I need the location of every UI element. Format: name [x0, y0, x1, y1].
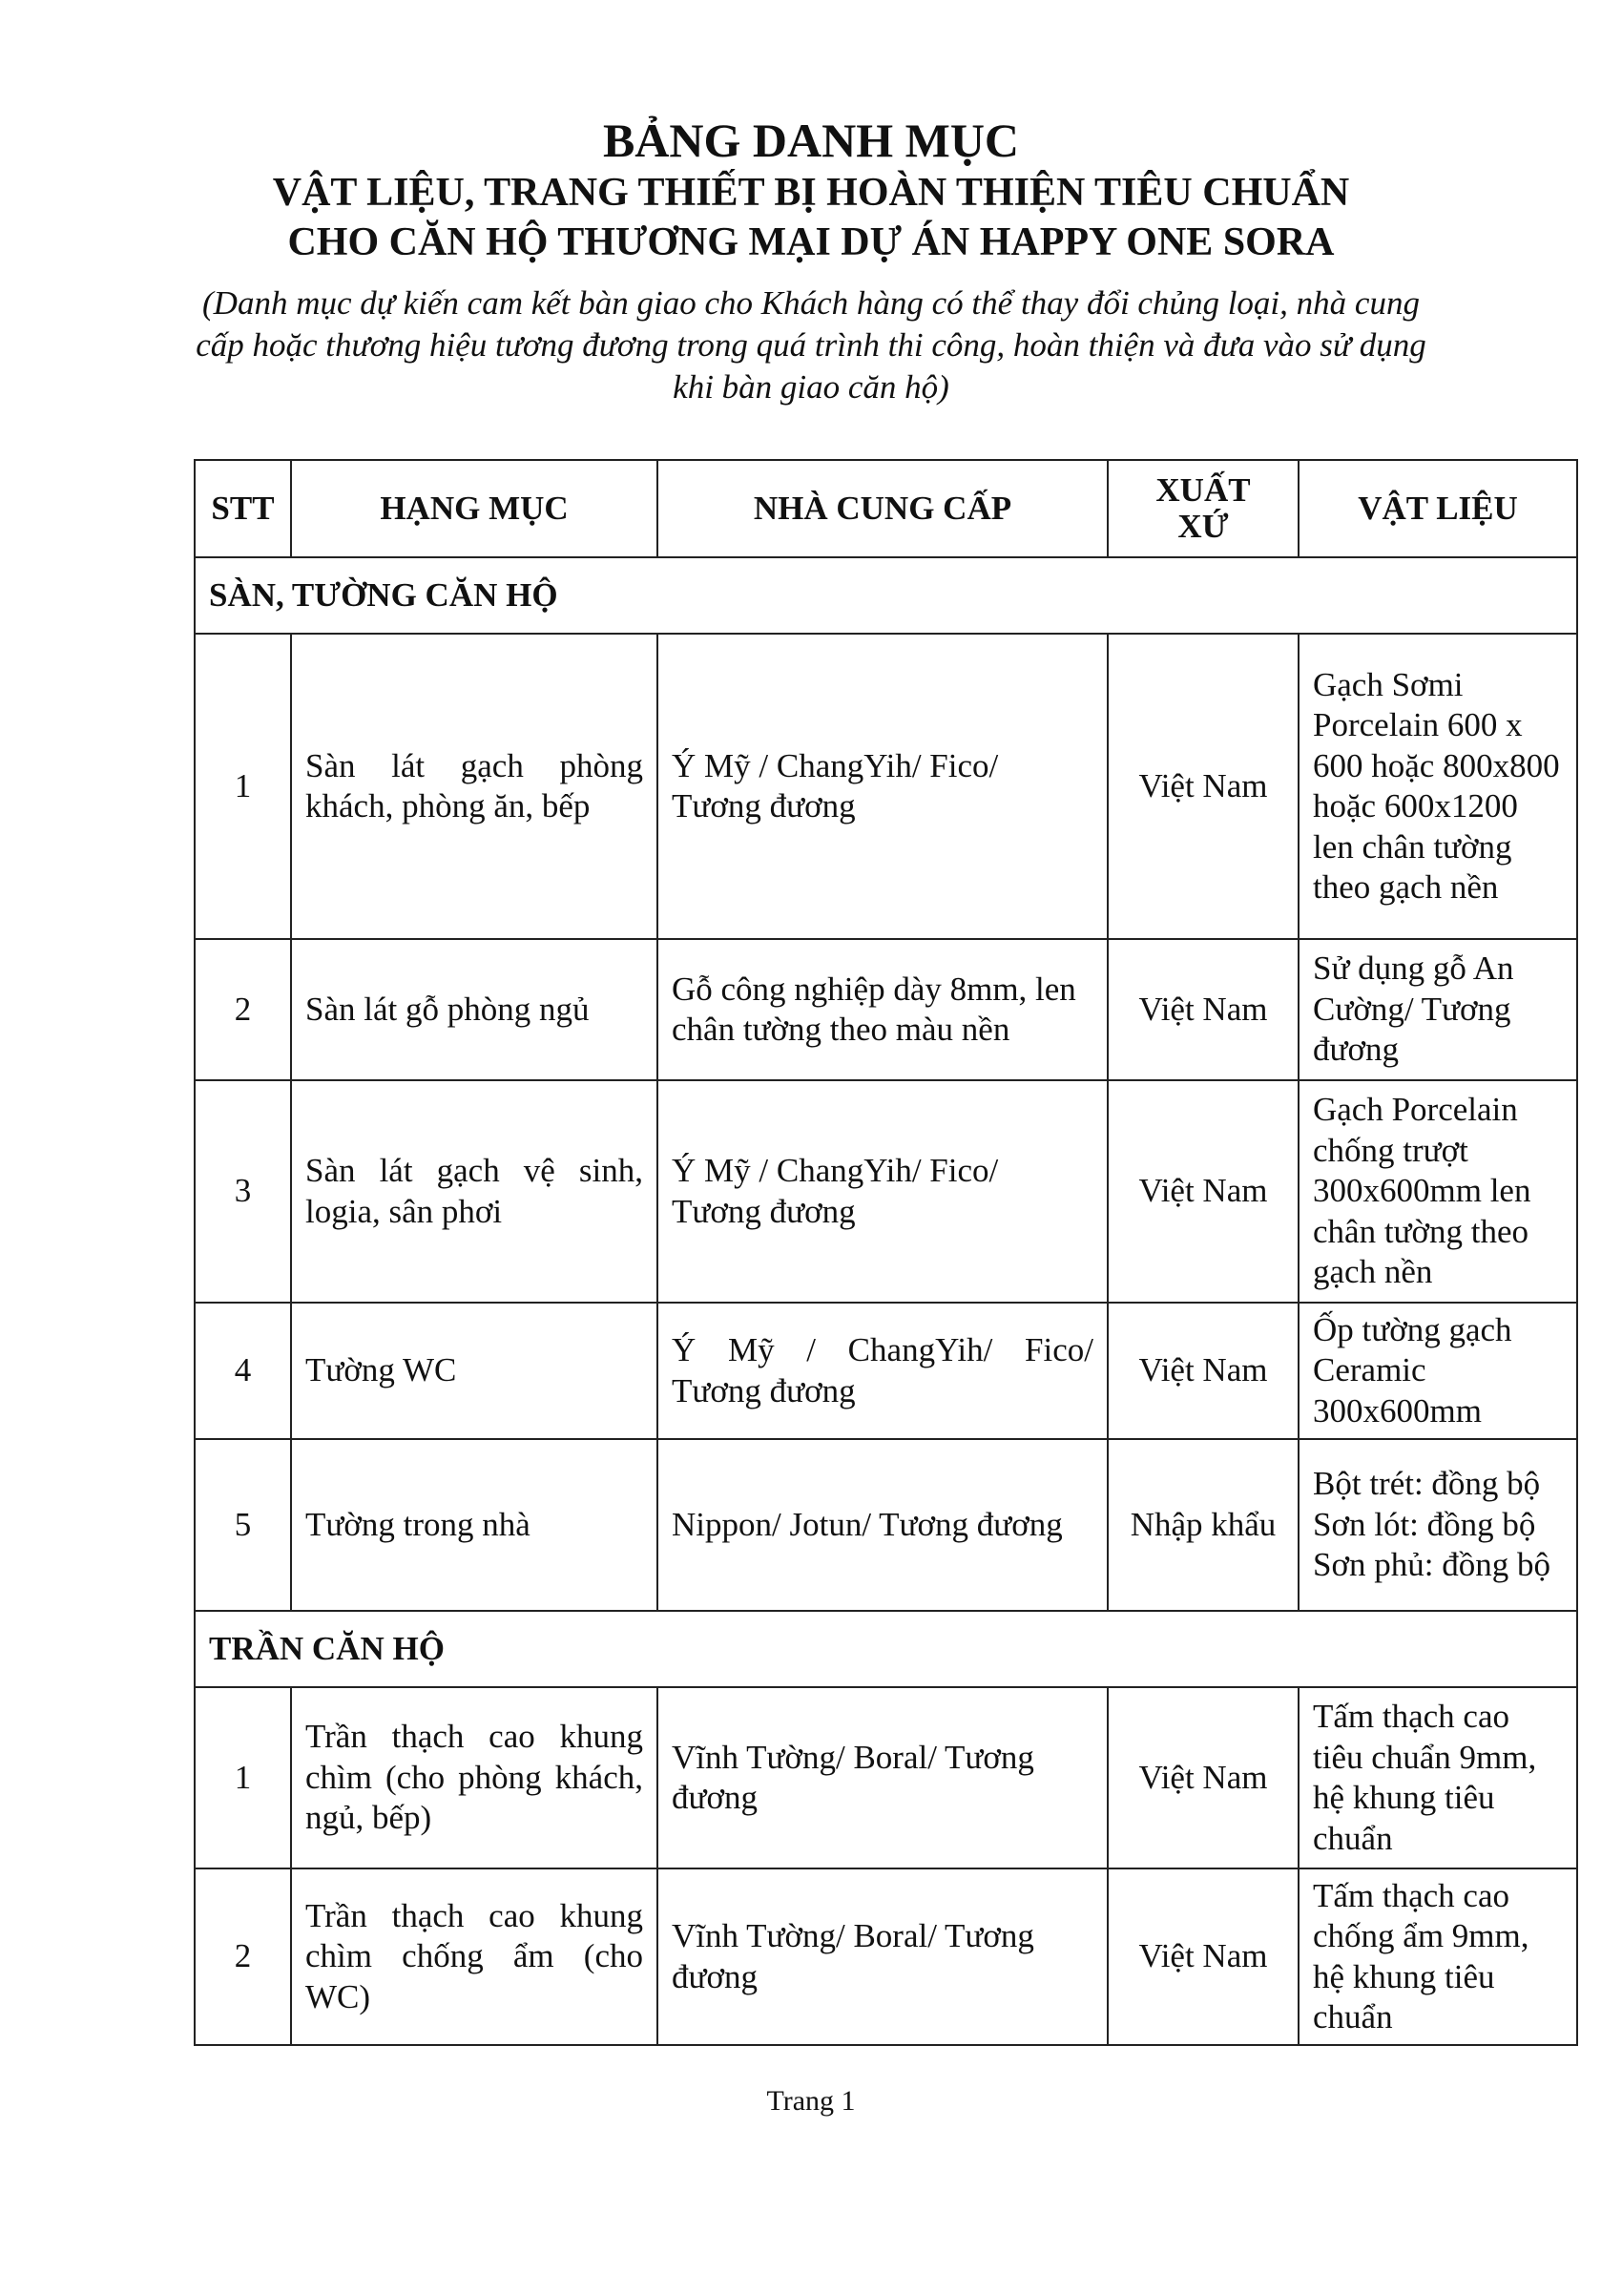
cell-origin: Việt Nam	[1108, 1080, 1299, 1303]
cell-item: Trần thạch cao khung chìm chống ẩm (cho WC)	[291, 1868, 657, 2045]
materials-table	[194, 459, 1578, 2046]
document-subtitle: (Danh mục dự kiến cam kết bàn giao cho Khách hàng có thể thay đổi chủng loại, nhà cung cấp hoặc thương hiệu tương đương trong quá trình thi công, hoàn thiện và đưa vào sử dụng khi bàn giao căn hộ)	[196, 284, 1426, 406]
cell-stt: 5	[195, 1439, 291, 1611]
cell-material: Tấm thạch cao tiêu chuẩn 9mm, hệ khung tiêu chuẩn	[1299, 1687, 1577, 1868]
table-row	[195, 1439, 1577, 1611]
cell-supplier: Nippon/ Jotun/ Tương đương	[657, 1439, 1108, 1611]
column-header-supplier: NHÀ CUNG CẤP	[657, 460, 1108, 557]
table-row	[195, 1303, 1577, 1439]
cell-material: Gạch Sơmi Porcelain 600 x 600 hoặc 800x800 hoặc 600x1200 len chân tường theo gạch nền	[1299, 634, 1577, 939]
cell-item: Sàn lát gạch phòng khách, phòng ăn, bếp	[291, 634, 657, 939]
cell-item: Tường trong nhà	[291, 1439, 657, 1611]
cell-material: Ốp tường gạch Ceramic 300x600mm	[1299, 1303, 1577, 1439]
title-line-2: VẬT LIỆU, TRANG THIẾT BỊ HOÀN THIỆN TIÊU CHUẨN	[272, 171, 1350, 215]
column-header-stt: STT	[195, 460, 291, 557]
cell-material: Gạch Porcelain chống trượt 300x600mm len chân tường theo gạch nền	[1299, 1080, 1577, 1303]
cell-supplier: Vĩnh Tường/ Boral/ Tương đương	[657, 1687, 1108, 1868]
cell-stt: 1	[195, 1687, 291, 1868]
cell-origin: Việt Nam	[1108, 1868, 1299, 2045]
table-row	[195, 1080, 1577, 1303]
table-row	[195, 1687, 1577, 1868]
cell-origin: Việt Nam	[1108, 1687, 1299, 1868]
table-header-row	[195, 460, 1577, 557]
cell-origin: Việt Nam	[1108, 939, 1299, 1080]
cell-stt: 4	[195, 1303, 291, 1439]
title-line-1: BẢNG DANH MỤC	[602, 114, 1020, 167]
document-title	[0, 113, 1622, 267]
cell-item: Sàn lát gạch vệ sinh, logia, sân phơi	[291, 1080, 657, 1303]
cell-item: Tường WC	[291, 1303, 657, 1439]
table-row	[195, 939, 1577, 1080]
cell-supplier: Ý Mỹ / ChangYih/ Fico/ Tương đương	[657, 1303, 1108, 1439]
cell-origin: Việt Nam	[1108, 1303, 1299, 1439]
cell-stt: 3	[195, 1080, 291, 1303]
section-title: TRẦN CĂN HỘ	[195, 1611, 1577, 1687]
page-number: Trang 1	[766, 2085, 856, 2117]
cell-stt: 2	[195, 939, 291, 1080]
title-line-3: CHO CĂN HỘ THƯƠNG MẠI DỰ ÁN HAPPY ONE SORA	[287, 220, 1335, 264]
table-row	[195, 634, 1577, 939]
section-row	[195, 1611, 1577, 1687]
section-title: SÀN, TƯỜNG CĂN HỘ	[195, 557, 1577, 634]
cell-stt: 1	[195, 634, 291, 939]
column-header-material: VẬT LIỆU	[1299, 460, 1577, 557]
cell-supplier: Vĩnh Tường/ Boral/ Tương đương	[657, 1868, 1108, 2045]
cell-material: Sử dụng gỗ An Cường/ Tương đương	[1299, 939, 1577, 1080]
cell-material: Tấm thạch cao chống ẩm 9mm, hệ khung tiêu chuẩn	[1299, 1868, 1577, 2045]
cell-stt: 2	[195, 1868, 291, 2045]
cell-origin: Nhập khẩu	[1108, 1439, 1299, 1611]
cell-item: Trần thạch cao khung chìm (cho phòng khách, ngủ, bếp)	[291, 1687, 657, 1868]
section-row	[195, 557, 1577, 634]
column-header-item: HẠNG MỤC	[291, 460, 657, 557]
cell-origin: Việt Nam	[1108, 634, 1299, 939]
cell-item: Sàn lát gỗ phòng ngủ	[291, 939, 657, 1080]
cell-supplier: Ý Mỹ / ChangYih/ Fico/ Tương đương	[657, 634, 1108, 939]
cell-supplier: Ý Mỹ / ChangYih/ Fico/ Tương đương	[657, 1080, 1108, 1303]
table-row	[195, 1868, 1577, 2045]
column-header-origin: XUẤT XỨ	[1108, 460, 1299, 557]
cell-material: Bột trét: đồng bộ Sơn lót: đồng bộ Sơn phủ: đồng bộ	[1299, 1439, 1577, 1611]
cell-supplier: Gỗ công nghiệp dày 8mm, len chân tường theo màu nền	[657, 939, 1108, 1080]
